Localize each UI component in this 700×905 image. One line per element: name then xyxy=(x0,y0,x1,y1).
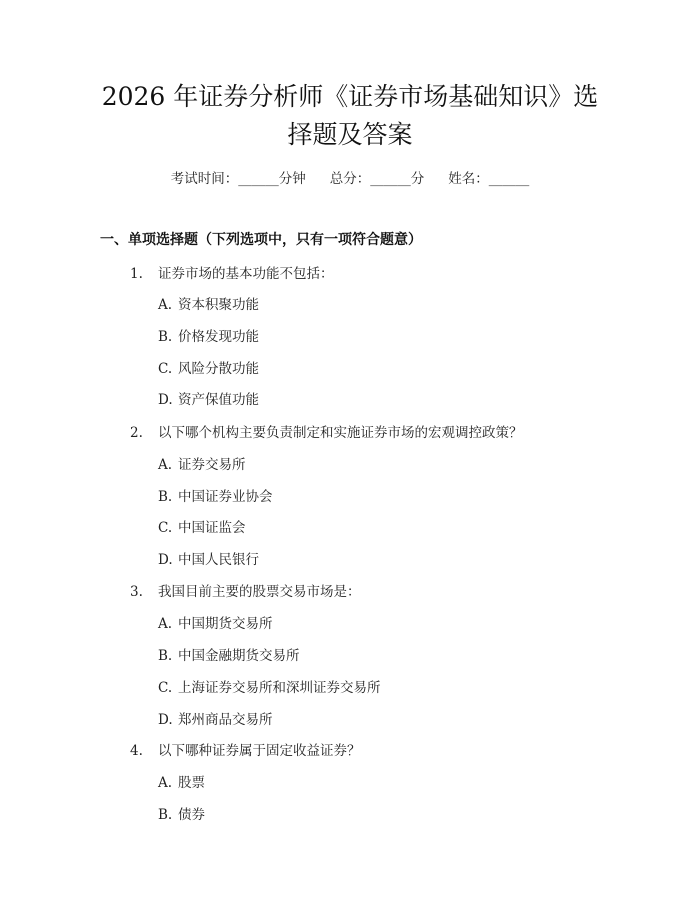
title-line-2: 择题及答案 xyxy=(287,120,413,149)
question-number: 3. xyxy=(130,584,143,600)
option-text: 中国证券业协会 xyxy=(178,489,273,505)
question-text: 我国目前主要的股票交易市场是： xyxy=(158,584,361,600)
option-text: 中国证监会 xyxy=(178,520,246,536)
question-text: 证券市场的基本功能不包括： xyxy=(158,266,334,282)
q1-option-c xyxy=(158,357,259,377)
q3-option-b xyxy=(158,644,300,664)
time-blank: ______ xyxy=(238,171,279,187)
score-blank: ______ xyxy=(370,171,411,187)
q1-option-d xyxy=(158,388,259,408)
option-text: 中国期货交易所 xyxy=(178,616,273,632)
option-letter: A. xyxy=(158,616,173,632)
score-unit: 分 xyxy=(410,171,425,187)
option-text: 郑州商品交易所 xyxy=(178,712,273,728)
question-text: 以下哪种证券属于固定收益证券？ xyxy=(158,743,361,759)
option-text: 中国人民银行 xyxy=(178,552,259,568)
q2-option-d xyxy=(158,548,259,568)
option-text: 价格发现功能 xyxy=(178,329,259,345)
time-unit: 分钟 xyxy=(278,171,306,187)
option-letter: A. xyxy=(158,775,173,791)
option-letter: B. xyxy=(158,807,173,823)
option-letter: B. xyxy=(158,648,173,664)
option-letter: D. xyxy=(158,552,173,568)
title-line-1: 2026 年证券分析师《证券市场基础知识》选 xyxy=(101,82,599,111)
option-letter: A. xyxy=(158,457,173,473)
option-letter: C. xyxy=(158,520,173,536)
option-text: 上海证券交易所和深圳证券交易所 xyxy=(178,680,381,696)
q1-option-a xyxy=(158,293,259,313)
q1-option-b xyxy=(158,325,259,345)
q2-option-c xyxy=(158,516,246,536)
question-number: 2. xyxy=(130,425,143,441)
q2-option-a xyxy=(158,453,246,473)
question-2 xyxy=(130,421,523,441)
time-label: 考试时间： xyxy=(170,171,239,187)
question-4 xyxy=(130,739,361,759)
question-1 xyxy=(130,262,334,282)
option-text: 资本积聚功能 xyxy=(178,297,259,313)
option-letter: B. xyxy=(158,329,173,345)
option-text: 中国金融期货交易所 xyxy=(178,648,300,664)
option-letter: A. xyxy=(158,297,173,313)
option-text: 资产保值功能 xyxy=(178,392,259,408)
option-text: 股票 xyxy=(178,775,205,791)
question-number: 1. xyxy=(130,266,143,282)
exam-info xyxy=(0,167,700,187)
name-blank: ______ xyxy=(488,171,530,187)
question-3 xyxy=(130,580,361,600)
q4-option-b xyxy=(158,803,205,823)
option-letter: D. xyxy=(158,712,173,728)
q3-option-c xyxy=(158,676,381,696)
option-letter: D. xyxy=(158,392,173,408)
section-heading: 一、单项选择题（下列选项中，只有一项符合题意） xyxy=(100,232,422,248)
option-letter: C. xyxy=(158,680,173,696)
option-letter: B. xyxy=(158,489,173,505)
option-letter: C. xyxy=(158,361,173,377)
option-text: 风险分散功能 xyxy=(178,361,259,377)
option-text: 证券交易所 xyxy=(178,457,246,473)
q2-option-b xyxy=(158,485,273,505)
document-title xyxy=(60,78,640,154)
q3-option-a xyxy=(158,612,273,632)
question-number: 4. xyxy=(130,743,143,759)
name-label: 姓名： xyxy=(448,171,489,187)
score-label: 总分： xyxy=(329,171,371,187)
question-text: 以下哪个机构主要负责制定和实施证券市场的宏观调控政策？ xyxy=(158,425,523,441)
option-text: 债券 xyxy=(178,807,205,823)
q4-option-a xyxy=(158,771,205,791)
q3-option-d xyxy=(158,708,273,728)
